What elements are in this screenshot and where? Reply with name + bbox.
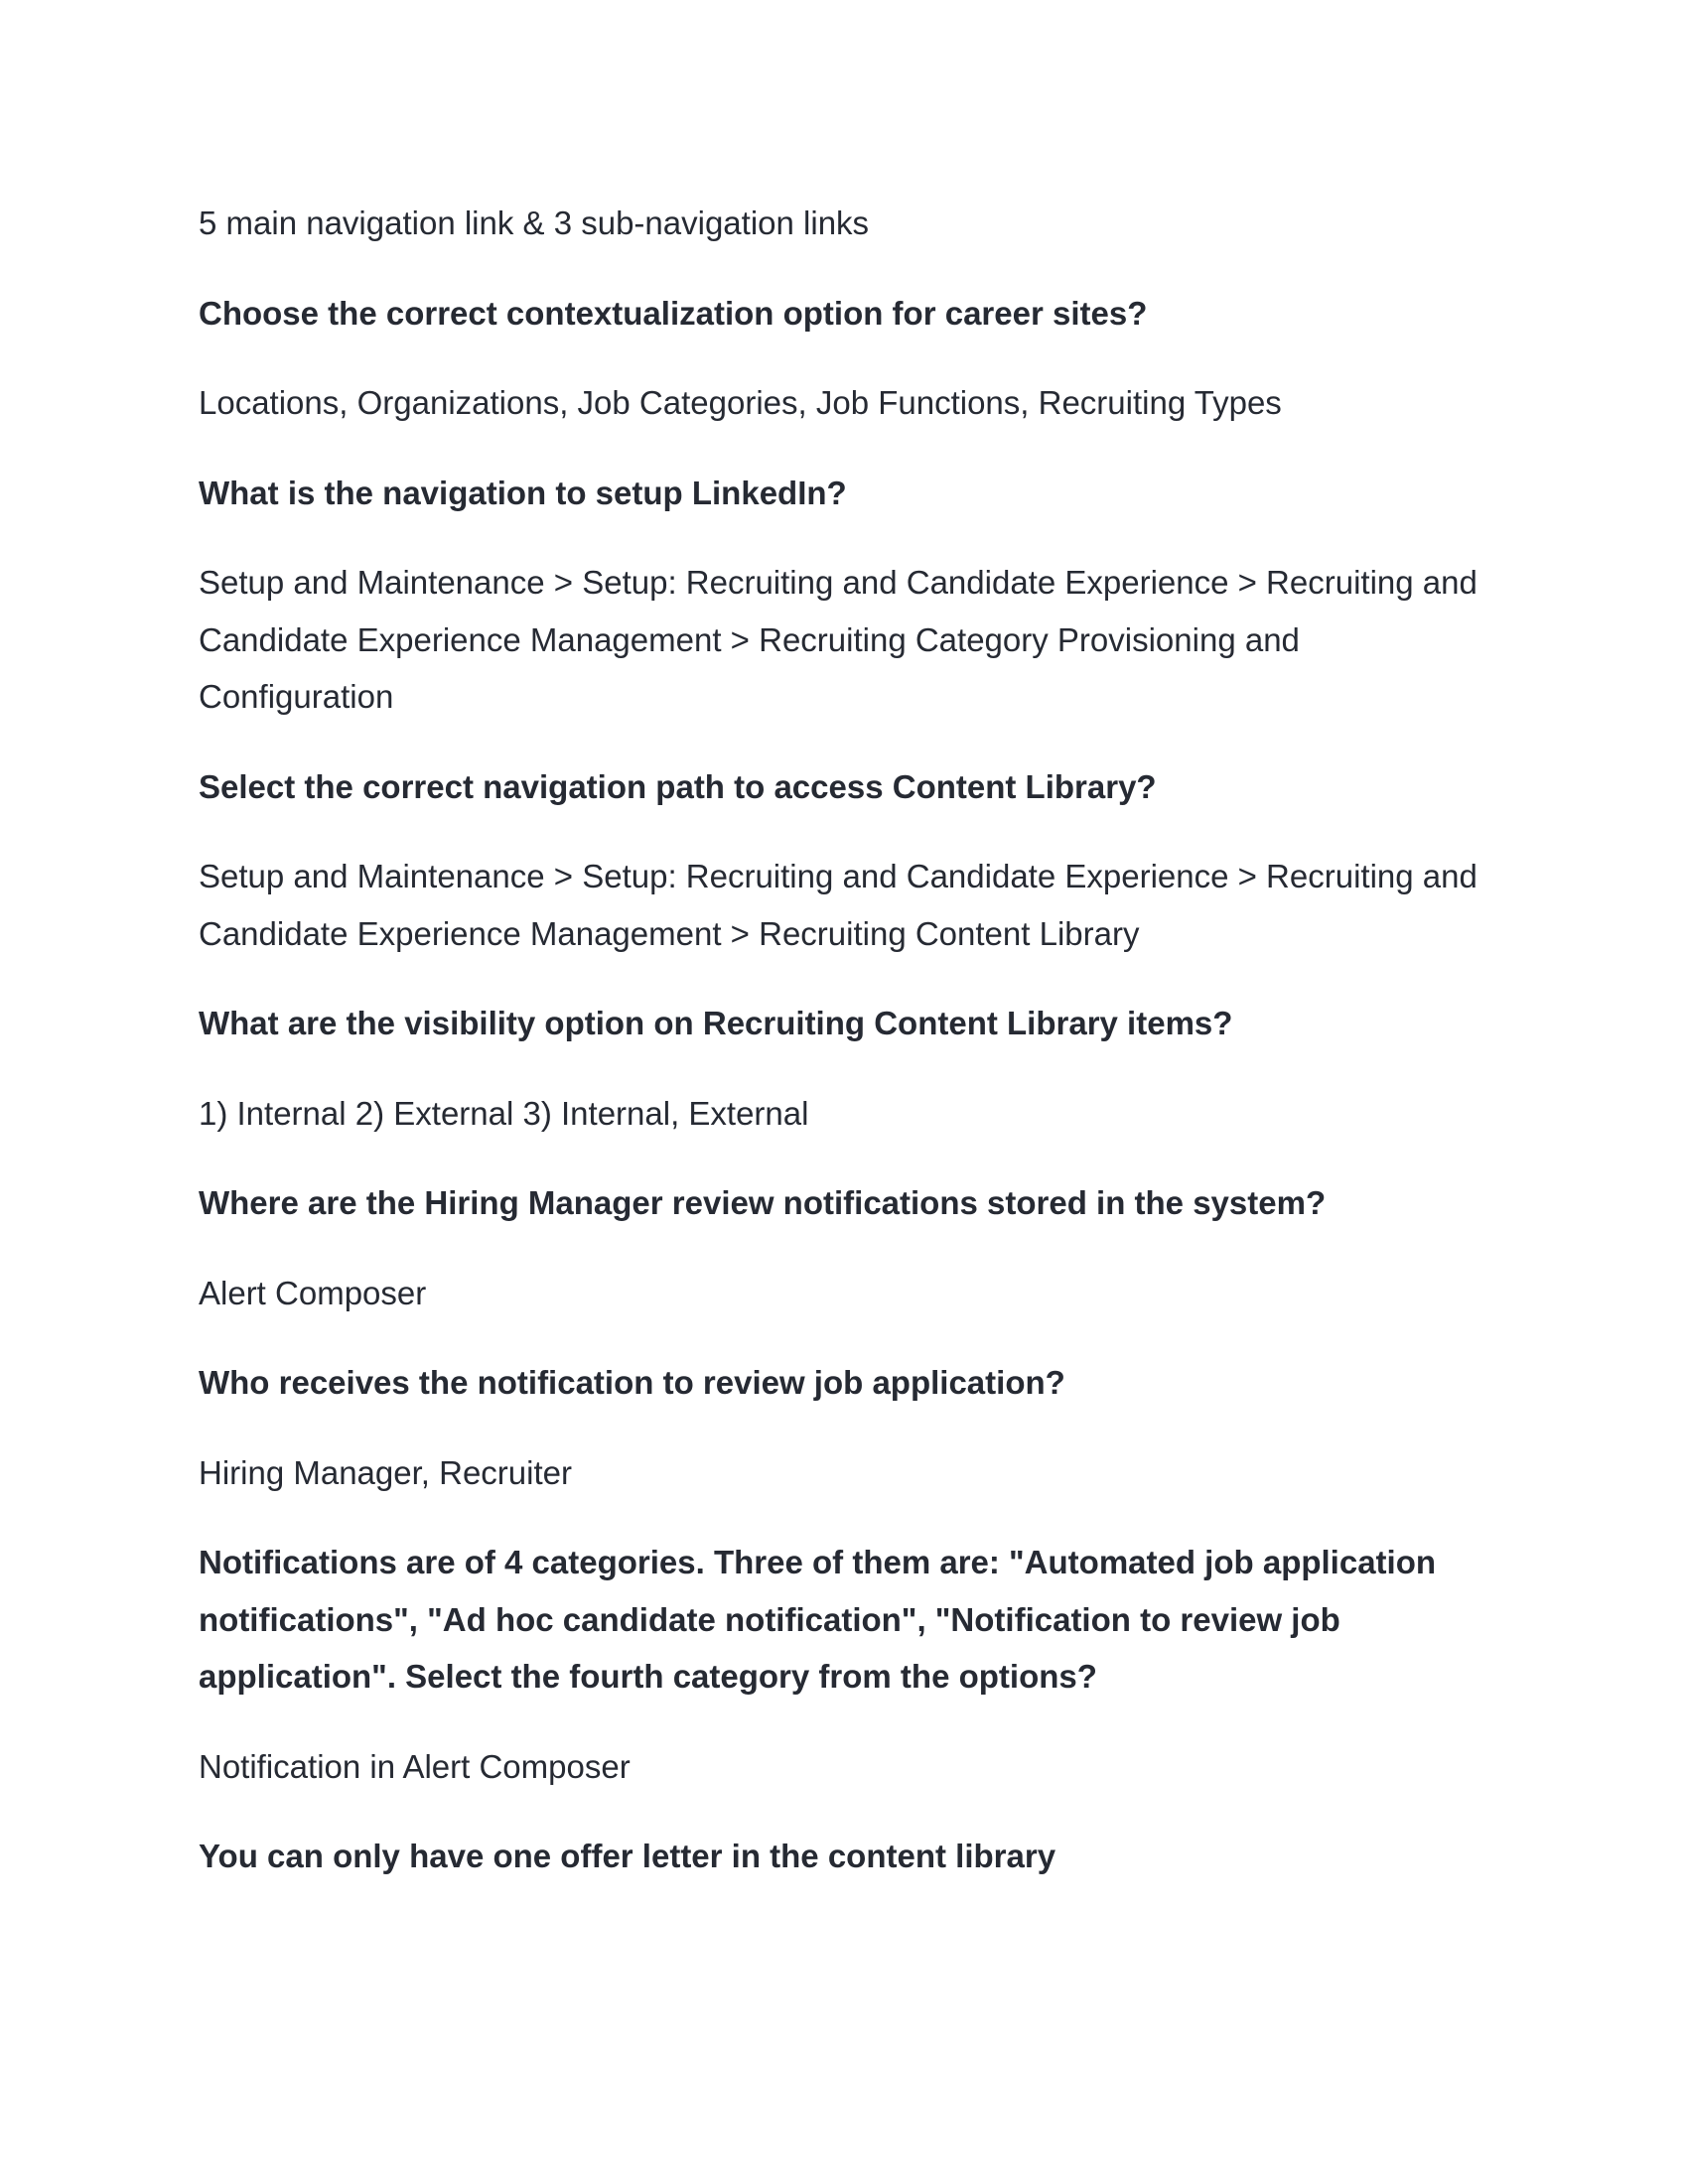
answer-text: Setup and Maintenance > Setup: Recruiting and Candidate Experience > Recruiting and Candidate Experience Management > Recruiting Content Library bbox=[199, 858, 1477, 952]
question-text: You can only have one offer letter in the content library bbox=[199, 1838, 1056, 1874]
question-text: Select the correct navigation path to access Content Library? bbox=[199, 767, 1157, 805]
answer-text: 1) Internal 2) External 3) Internal, External bbox=[199, 1094, 809, 1132]
document-body bbox=[199, 195, 1489, 1918]
question-text: What is the navigation to setup LinkedIn? bbox=[199, 474, 847, 511]
answer-text: Notification in Alert Composer bbox=[199, 1747, 631, 1785]
question-text: Notifications are of 4 categories. Three of them are: "Automated job application notifications", "Ad hoc candidate notification", "Notification to review job application". Select the fourth category from the options? bbox=[199, 1544, 1437, 1695]
answer-text: Setup and Maintenance > Setup: Recruiting and Candidate Experience > Recruiting and Candidate Experience Management > Recruiting Category Provisioning and Configuration bbox=[199, 564, 1477, 715]
answer-text: 5 main navigation link & 3 sub-navigation links bbox=[199, 205, 870, 241]
answer-text: Alert Composer bbox=[199, 1274, 427, 1311]
question-text: What are the visibility option on Recruiting Content Library items? bbox=[199, 1005, 1233, 1041]
answer-text: Hiring Manager, Recruiter bbox=[199, 1453, 572, 1491]
question-text: Who receives the notification to review job application? bbox=[199, 1364, 1065, 1401]
question-text: Choose the correct contextualization option for career sites? bbox=[199, 294, 1148, 332]
answer-text: Locations, Organizations, Job Categories, Job Functions, Recruiting Types bbox=[199, 384, 1282, 421]
question-text: Where are the Hiring Manager review notifications stored in the system? bbox=[199, 1184, 1327, 1221]
